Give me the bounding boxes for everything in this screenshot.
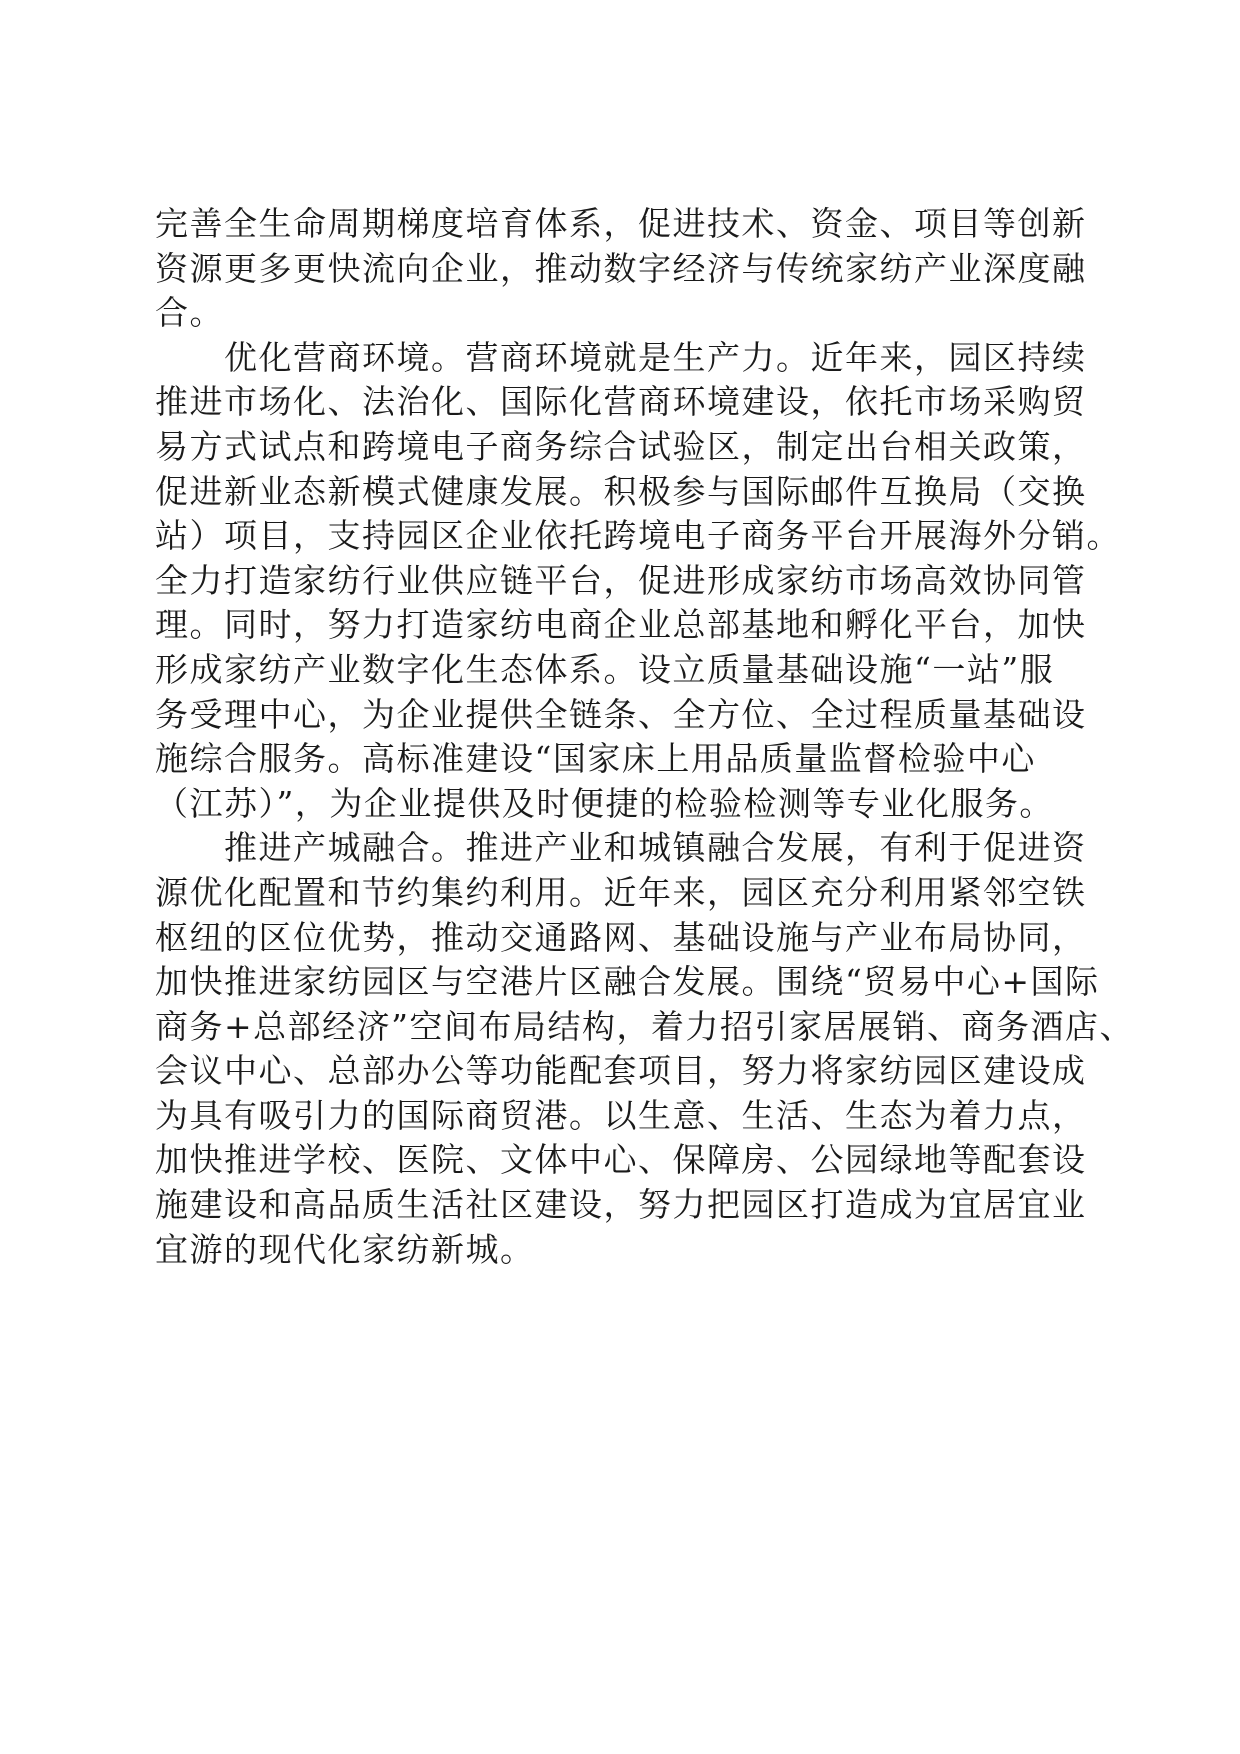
text-line: 施建设和高品质生活社区建设，努力把园区打造成为宜居宜业 [155,1185,1087,1225]
text-line: 理。同时，努力打造家纺电商企业总部基地和孵化平台，加快 [155,605,1087,645]
text-line: 会议中心、总部办公等功能配套项目，努力将家纺园区建设成 [155,1051,1087,1091]
text-line: 资源更多更快流向企业，推动数字经济与传统家纺产业深度融 [155,248,1087,288]
text-line: 宜游的现代化家纺新城。 [155,1229,535,1269]
text-line: 务受理中心，为企业提供全链条、全方位、全过程质量基础设 [155,694,1087,734]
text-line: 全力打造家纺行业供应链平台，促进形成家纺市场高效协同管 [155,560,1087,600]
text-line: 站）项目，支持园区企业依托跨境电子商务平台开展海外分销。 [155,516,1121,556]
text-line: 商务+总部经济”空间布局结构，着力招引家居展销、商务酒店、 [155,1006,1135,1046]
text-line: 加快推进家纺园区与空港片区融合发展。围绕“贸易中心+国际 [155,962,1100,1002]
text-line: 易方式试点和跨境电子商务综合试验区，制定出台相关政策， [155,426,1087,466]
text-line: 促进新业态新模式健康发展。积极参与国际邮件互换局（交换 [155,471,1087,511]
text-line: 推进产城融合。推进产业和城镇融合发展，有利于促进资 [155,828,1087,868]
text-line: 施综合服务。高标准建设“国家床上用品质量监督检验中心 [155,739,1036,779]
text-line: 形成家纺产业数字化生态体系。设立质量基础设施“一站”服 [155,649,1055,689]
text-line: 源优化配置和节约集约利用。近年来，园区充分利用紧邻空铁 [155,872,1087,912]
text-line: （江苏）”，为企业提供及时便捷的检验检测等专业化服务。 [155,783,1054,823]
text-line: 优化营商环境。营商环境就是生产力。近年来，园区持续 [155,337,1087,377]
text-line: 加快推进学校、医院、文体中心、保障房、公园绿地等配套设 [155,1140,1087,1180]
text-line: 合。 [155,293,224,333]
document-body [155,202,1135,1272]
text-line: 枢纽的区位优势，推动交通路网、基础设施与产业布局协同， [155,917,1087,957]
text-line: 为具有吸引力的国际商贸港。以生意、生活、生态为着力点， [155,1095,1087,1135]
text-line: 完善全生命周期梯度培育体系，促进技术、资金、项目等创新 [155,204,1087,243]
text-line: 推进市场化、法治化、国际化营商环境建设，依托市场采购贸 [155,382,1087,422]
